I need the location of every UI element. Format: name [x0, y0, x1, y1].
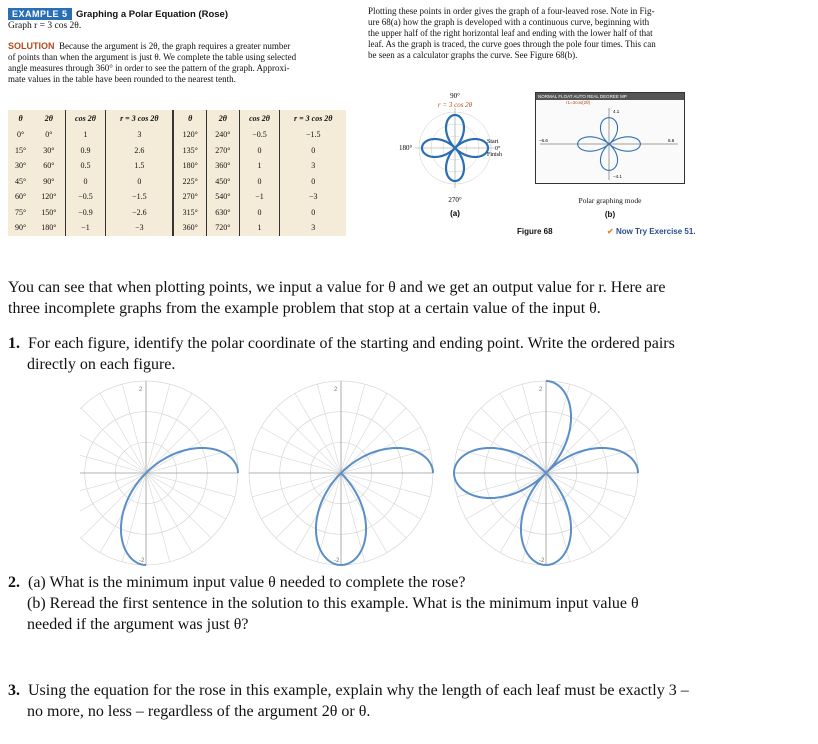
calc-equation: r1=3cos(2θ): [566, 100, 591, 105]
table-cell: 75°: [15, 207, 27, 217]
table-cell: 60°: [33, 158, 65, 174]
calc-status-bar: NORMAL FLOAT AUTO REAL DEGREE MP: [536, 93, 684, 100]
tick-label: 2: [139, 387, 143, 393]
table-cell: 180°: [173, 158, 206, 174]
calc-bottom-label: −4.1: [613, 174, 622, 179]
right-line: Plotting these points in order gives the graph of a four-leaved rose. Note in Fig-: [368, 6, 655, 16]
example-title: Graphing a Polar Equation (Rose): [75, 9, 228, 20]
calc-graph: [536, 106, 682, 182]
table-header-row: [8, 110, 346, 127]
right-line: ure 68(a) how the graph is developed with a continuous curve, beginning with: [368, 17, 650, 27]
solution-paragraph: [8, 41, 348, 85]
fig-a-start-label: Start: [487, 139, 499, 145]
table-row: [8, 127, 346, 143]
intro-line: You can see that when plotting points, we input a value for θ and we get an output value for r. Here are: [8, 279, 666, 296]
right-line: the upper half of the right horizontal leaf and ending with the lower half of that: [368, 28, 653, 38]
table-cell: 180°: [33, 220, 65, 236]
table-cell: 120°: [33, 189, 65, 205]
question-3-line-2: no more, no less – regardless of the argument 2θ or θ.: [27, 703, 371, 720]
solution-text-4: mate values in the table have been rounded to the nearest tenth.: [8, 74, 236, 84]
table-cell: −0.5: [65, 189, 106, 205]
table-header: cos 2θ: [239, 110, 280, 127]
fig-a-finish-label: Finish: [487, 152, 503, 158]
values-table-panel: [8, 110, 346, 232]
table-cell: −1.5: [305, 130, 321, 140]
table-cell: 60°: [15, 192, 27, 202]
question-3: [8, 680, 808, 722]
example-prompt: Graph r = 3 cos 2θ.: [8, 21, 82, 31]
check-icon: ✔: [607, 227, 614, 236]
table-cell: 240°: [207, 127, 240, 143]
calc-right-label: 6.6: [668, 138, 675, 143]
table-header: 2θ: [33, 110, 65, 127]
table-body: [8, 127, 346, 236]
table-cell: 0: [311, 176, 316, 186]
table-cell: 3: [311, 161, 316, 171]
table-cell: 0.9: [65, 143, 106, 159]
table-cell: −0.5: [239, 127, 280, 143]
table-cell: 3: [311, 223, 316, 233]
table-cell: 1: [239, 158, 280, 174]
table-cell: 45°: [15, 176, 27, 186]
table-cell: 90°: [15, 223, 27, 233]
table-cell: 720°: [207, 220, 240, 236]
table-row: [8, 189, 346, 205]
calc-top-label: 4.1: [613, 109, 620, 114]
table-cell: −1: [239, 189, 280, 205]
now-try: [607, 227, 696, 236]
question-1-line-2: directly on each figure.: [27, 356, 176, 373]
solution-text-1: Because the argument is 2θ, the graph requires a greater number: [59, 41, 291, 51]
fig-b-caption: (b): [604, 210, 616, 219]
question-1-line-1: For each figure, identify the polar coordinate of the starting and ending point. Write the ordered pairs: [28, 335, 675, 352]
tick-label: 2: [334, 387, 338, 393]
table-cell: 15°: [15, 145, 27, 155]
table-header: θ: [173, 110, 206, 127]
calc-mode-caption: Polar graphing mode: [578, 196, 642, 205]
table-cell: 0°: [17, 130, 25, 140]
question-number: 3.: [8, 682, 20, 699]
table-cell: 225°: [173, 174, 206, 190]
tick-label: -2: [139, 558, 145, 564]
table-cell: 0°: [33, 127, 65, 143]
table-cell: −3: [308, 192, 318, 202]
table-cell: 0: [311, 145, 316, 155]
table-header: r = 3 cos 2θ: [106, 110, 173, 127]
question-2a: (a) What is the minimum input value θ needed to complete the rose?: [28, 574, 466, 591]
table-row: [8, 174, 346, 190]
calc-left-label: −6.6: [539, 138, 548, 143]
fig-a-bottom-label: 270°: [448, 196, 462, 204]
fig-a-caption: (a): [450, 209, 460, 218]
table-row: [8, 158, 346, 174]
question-number: 2.: [8, 574, 20, 591]
table-cell: 135°: [173, 143, 206, 159]
right-line: be seen as a calculator graphs the curve. See Figure 68(b).: [368, 50, 578, 60]
solution-label: SOLUTION: [8, 41, 55, 51]
table-cell: 1: [65, 127, 106, 143]
fig-a-right-label: 0°: [495, 146, 501, 152]
now-try-text: Now Try Exercise 51.: [615, 227, 696, 236]
table-cell: 0: [65, 174, 106, 190]
table-cell: 2.6: [106, 143, 173, 159]
values-table: [8, 110, 346, 236]
table-cell: 0: [239, 143, 280, 159]
table-cell: −1: [65, 220, 106, 236]
table-cell: −3: [106, 220, 173, 236]
question-2: [8, 572, 808, 635]
tick-label: 2: [539, 387, 543, 393]
figure-label: Figure 68: [517, 227, 553, 236]
table-header: r = 3 cos 2θ: [293, 114, 333, 123]
example-header: [8, 4, 228, 22]
table-cell: 0: [239, 174, 280, 190]
fig-a-equation: r = 3 cos 2θ: [437, 101, 473, 109]
fig-a-top-label: 90°: [450, 92, 460, 100]
question-2b-line-2: needed if the argument was just θ?: [27, 616, 249, 633]
intro-paragraph: [8, 277, 808, 319]
tick-label: -2: [334, 558, 340, 564]
table-cell: −2.6: [106, 205, 173, 221]
right-line: leaf. As the graph is traced, the curve goes through the pole four times. This can: [368, 39, 656, 49]
table-cell: 315°: [173, 205, 206, 221]
table-cell: 450°: [207, 174, 240, 190]
graph-3: [454, 381, 638, 565]
question-number: 1.: [8, 335, 20, 352]
table-cell: 270°: [207, 143, 240, 159]
example-tag: EXAMPLE 5: [8, 8, 72, 20]
fig-a-left-label: 180°: [399, 144, 413, 152]
table-cell: 0: [311, 207, 316, 217]
incomplete-graphs: [80, 380, 650, 570]
question-2b-line-1: (b) Reread the first sentence in the solution to this example. What is the minimum input value θ: [27, 595, 639, 612]
table-cell: −0.9: [65, 205, 106, 221]
table-cell: 3: [106, 127, 173, 143]
table-cell: 90°: [33, 174, 65, 190]
table-header: θ: [18, 114, 23, 123]
table-cell: 1.5: [106, 158, 173, 174]
table-row: [8, 220, 346, 236]
table-cell: 0.5: [65, 158, 106, 174]
solution-text-2: of points than when the argument is just θ. We complete the table using selected: [8, 52, 297, 62]
right-paragraph: [368, 6, 708, 61]
graph-2: [249, 381, 433, 565]
question-3-line-1: Using the equation for the rose in this example, explain why the length of each leaf must be exactly 3 –: [28, 682, 689, 699]
table-cell: 1: [239, 220, 280, 236]
table-cell: 120°: [173, 127, 206, 143]
calculator-screen: [535, 92, 685, 184]
table-cell: 150°: [33, 205, 65, 221]
table-cell: 30°: [15, 161, 27, 171]
table-header: cos 2θ: [65, 110, 106, 127]
fig-a-polar-grid: [415, 108, 495, 188]
table-cell: 360°: [173, 220, 206, 236]
table-cell: 360°: [207, 158, 240, 174]
table-cell: 0: [239, 205, 280, 221]
intro-line: three incomplete graphs from the example problem that stop at a certain value of the input θ.: [8, 300, 601, 317]
tick-label: -2: [539, 558, 545, 564]
graph-1: [80, 381, 238, 565]
solution-text-3: angle measures through 360° in order to see the pattern of the graph. Approxi-: [8, 63, 290, 73]
question-1: [8, 333, 808, 375]
table-row: [8, 143, 346, 159]
table-row: [8, 205, 346, 221]
table-cell: 630°: [207, 205, 240, 221]
table-cell: 270°: [173, 189, 206, 205]
table-cell: −1.5: [106, 189, 173, 205]
figure-68a: [395, 90, 515, 230]
table-cell: 0: [106, 174, 173, 190]
table-header: 2θ: [207, 110, 240, 127]
table-cell: 540°: [207, 189, 240, 205]
table-cell: 30°: [33, 143, 65, 159]
